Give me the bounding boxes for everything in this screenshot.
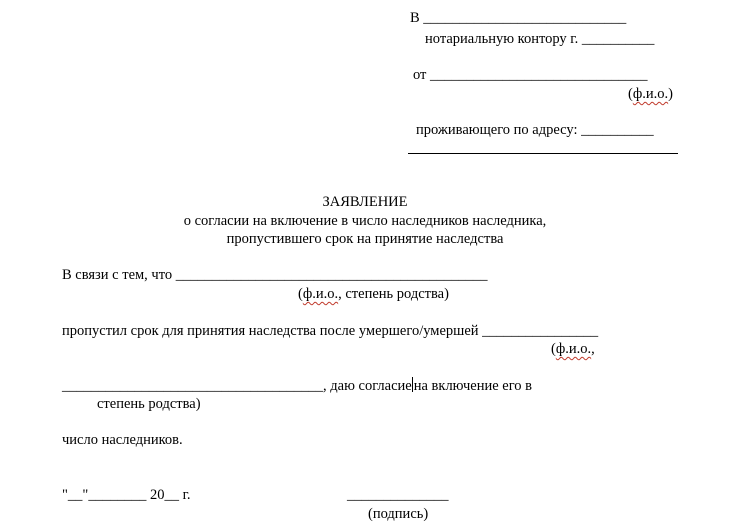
document-title: ЗАЯВЛЕНИЕ bbox=[322, 194, 408, 210]
body-line-4: число наследников. bbox=[62, 432, 183, 448]
signature-caption: (подпись) bbox=[368, 506, 429, 522]
header-address-line: проживающего по адресу: __________ bbox=[416, 122, 654, 138]
body-line-3: ____________________________________, даю согласие на включение его в bbox=[62, 378, 533, 394]
document-subtitle-line-2: пропустившего срок на принятие наследства bbox=[226, 231, 504, 247]
header-fio-caption: (ф.и.о.) bbox=[628, 86, 673, 102]
body-line-2-caption: (ф.и.о., bbox=[551, 341, 595, 357]
date-field: "__"________ 20__ г. bbox=[62, 487, 191, 503]
header-notary-office-line: нотариальную контору г. __________ bbox=[425, 31, 655, 47]
body-line-3-caption: степень родства) bbox=[97, 396, 201, 412]
body-line-1: В связи с тем, что ___________________________________________ bbox=[62, 267, 488, 283]
body-line-1-caption: (ф.и.о., степень родства) bbox=[298, 286, 449, 302]
signature-blank: ______________ bbox=[347, 487, 449, 503]
header-address-blank-line bbox=[408, 153, 678, 154]
relative-blank: ____________________________________ bbox=[62, 378, 323, 394]
header-to-line: В ____________________________ bbox=[410, 10, 627, 26]
header-from-line: от ______________________________ bbox=[413, 67, 648, 83]
body-line-2: пропустил срок для принятия наследства после умершего/умершей ________________ bbox=[62, 323, 599, 339]
document-subtitle-line-1: о согласии на включение в число наследников наследника, bbox=[183, 213, 547, 229]
